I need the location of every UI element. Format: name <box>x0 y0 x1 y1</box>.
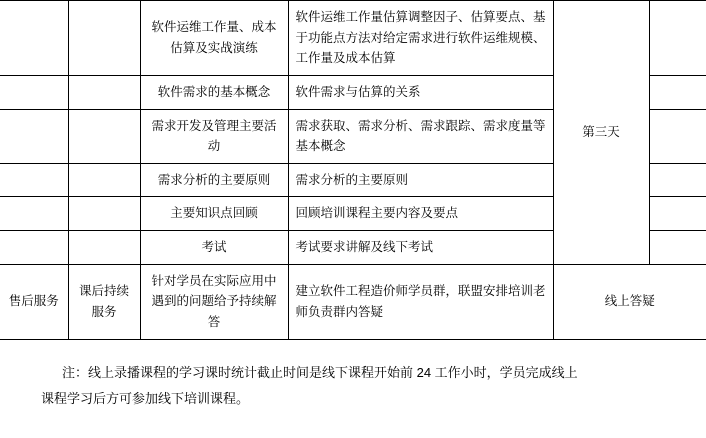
row-topic: 针对学员在实际应用中遇到的问题给予持续解答 <box>140 264 288 339</box>
row-service-blank-3 <box>68 109 140 163</box>
row-mode-blank-2 <box>649 75 706 109</box>
row-topic: 考试 <box>140 231 288 265</box>
table-row <box>0 1 706 76</box>
row-service-blank-6 <box>68 231 140 265</box>
footnote-line-2: 课程学习后方可参加线下培训课程。 <box>41 390 250 406</box>
row-category-blank-2 <box>0 75 68 109</box>
row-category-blank-3 <box>0 109 68 163</box>
row-topic: 需求开发及管理主要活动 <box>140 109 288 163</box>
row-detail: 需求分析的主要原则 <box>288 163 553 197</box>
row-mode: 线上答疑 <box>553 264 706 339</box>
footnote-line-1: 注：线上录播课程的学习课时统计截止时间是线下课程开始前 24 工作小时，学员完成线上 <box>62 364 578 380</box>
row-mode-blank-1 <box>649 1 706 76</box>
row-detail: 软件运维工作量估算调整因子、估算要点、基于功能点方法对给定需求进行软件运维规模、工作量及成本估算 <box>288 1 553 76</box>
row-mode-blank-5 <box>649 197 706 231</box>
row-category-blank-6 <box>0 231 68 265</box>
row-service-blank-2 <box>68 75 140 109</box>
footnote <box>0 340 706 412</box>
row-detail: 软件需求与估算的关系 <box>288 75 553 109</box>
row-topic: 软件运维工作量、成本估算及实战演练 <box>140 1 288 76</box>
row-detail: 建立软件工程造价师学员群，联盟安排培训老师负责群内答疑 <box>288 264 553 339</box>
row-service-blank-4 <box>68 163 140 197</box>
row-service: 课后持续服务 <box>68 264 140 339</box>
row-detail: 需求获取、需求分析、需求跟踪、需求度量等基本概念 <box>288 109 553 163</box>
row-category-blank-5 <box>0 197 68 231</box>
row-category: 售后服务 <box>0 264 68 339</box>
row-mode-blank-6 <box>649 231 706 265</box>
row-topic: 软件需求的基本概念 <box>140 75 288 109</box>
table-row-after-sales <box>0 264 706 339</box>
row-topic: 需求分析的主要原则 <box>140 163 288 197</box>
row-service-blank-5 <box>68 197 140 231</box>
row-mode-blank-3 <box>649 109 706 163</box>
row-service-blank-1 <box>68 1 140 76</box>
row-category-blank-1 <box>0 1 68 76</box>
row-category-blank-4 <box>0 163 68 197</box>
row-detail: 考试要求讲解及线下考试 <box>288 231 553 265</box>
row-topic: 主要知识点回顾 <box>140 197 288 231</box>
row-day-label: 第三天 <box>553 1 649 265</box>
row-detail: 回顾培训课程主要内容及要点 <box>288 197 553 231</box>
row-mode-blank-4 <box>649 163 706 197</box>
